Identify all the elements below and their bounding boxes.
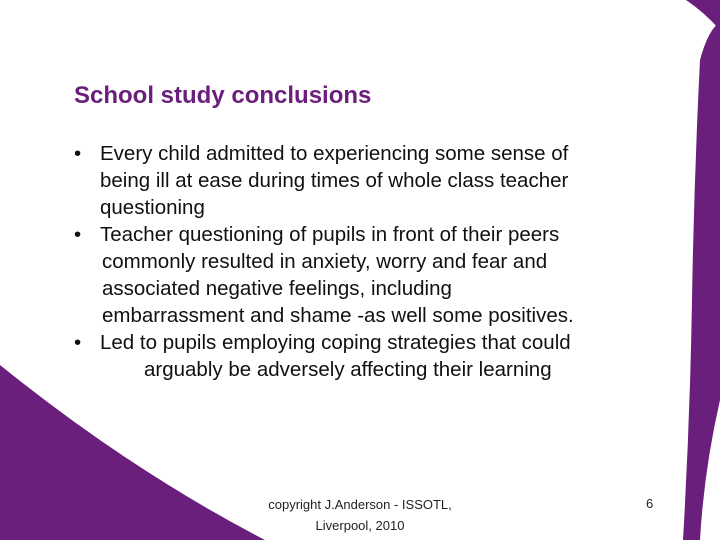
slide-title: School study conclusions	[74, 82, 372, 109]
bullet-line: associated negative feelings, including	[102, 277, 452, 300]
bullet-item	[74, 140, 674, 221]
left-purple-band	[0, 365, 265, 540]
bullet-line: arguably be adversely affecting their learning	[144, 358, 552, 381]
bullet-marker: •	[74, 331, 82, 354]
bullet-line: Every child admitted to experiencing some sense of	[100, 142, 569, 165]
top-right-swoosh	[686, 0, 720, 30]
footer-copyright-line: copyright J.Anderson - ISSOTL,	[268, 497, 452, 512]
bullet-line: embarrassment and shame -as well some positives.	[102, 304, 574, 327]
bullet-line: Teacher questioning of pupils in front of their peers	[100, 223, 560, 246]
bullet-marker: •	[74, 223, 82, 246]
bullet-list	[74, 140, 674, 383]
bullet-line: questioning	[100, 196, 205, 219]
bullet-item	[74, 329, 674, 383]
bullet-marker: •	[74, 142, 82, 165]
footer-copyright	[245, 494, 475, 536]
page-number: 6	[646, 496, 654, 511]
bullet-item	[74, 221, 674, 329]
bullet-line: being ill at ease during times of whole class teacher	[100, 169, 569, 192]
bullet-line: commonly resulted in anxiety, worry and fear and	[102, 250, 548, 273]
bullet-line: Led to pupils employing coping strategies that could	[100, 331, 571, 354]
footer-copyright-line: Liverpool, 2010	[315, 518, 405, 533]
